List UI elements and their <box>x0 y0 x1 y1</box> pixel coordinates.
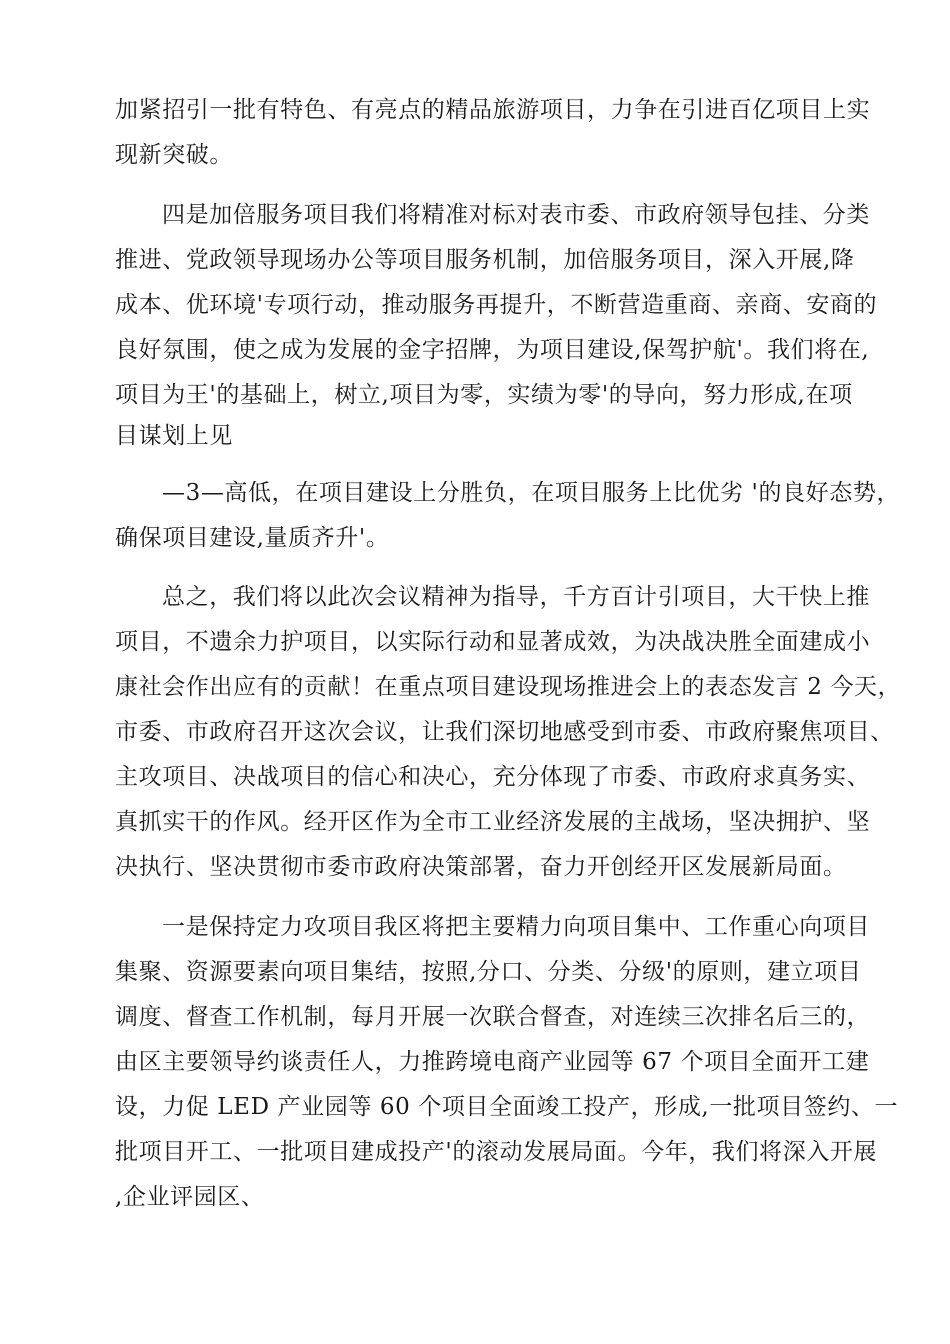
text-line: 总之，我们将以此次会议精神为指导，千方百计引项目，大干快上推 <box>162 584 870 610</box>
text-line: 一是保持定力攻项目我区将把主要精力向项目集中、工作重心向项目 <box>162 914 870 940</box>
text-line: 市委、市政府召开这次会议，让我们深切地感受到市委、市政府聚焦项目、 <box>115 719 894 745</box>
text-line: 由区主要领导约谈责任人，力推跨境电商产业园等 67 个项目全面开工建 <box>115 1049 870 1075</box>
text-line: ,企业评园区、 <box>115 1184 265 1210</box>
text-line: 良好氛围，使之成为发展的金字招牌，为项目建设,保驾护航'。我们将在, <box>115 337 870 363</box>
text-line: 主攻项目、决战项目的信心和决心，充分体现了市委、市政府求真务实、 <box>115 764 871 790</box>
text-line: 调度、督查工作机制，每月开展一次联合督查，对连续三次排名后三的， <box>115 1004 871 1030</box>
text-line: 确保项目建设,量质齐升'。 <box>115 525 390 551</box>
text-line: —3—高低，在项目建设上分胜负，在项目服务上比优劣 '的良好态势， <box>162 480 901 506</box>
text-line: 成本、优环境'专项行动，推动服务再提升，不断营造重商、亲商、安商的 <box>115 292 878 318</box>
text-line: 加紧招引一批有特色、有亮点的精品旅游项目，力争在引进百亿项目上实 <box>115 97 871 123</box>
text-line: 集聚、资源要素向项目集结，按照,分口、分类、分级'的原则，建立项目 <box>115 959 862 985</box>
text-line: 真抓实干的作风。经开区作为全市工业经济发展的主战场，坚决拥护、坚 <box>115 809 871 835</box>
text-line: 目谋划上见 <box>115 423 233 449</box>
text-line: 项目，不遗余力护项目，以实际行动和显著成效，为决战决胜全面建成小 <box>115 629 871 655</box>
text-line: 四是加倍服务项目我们将精准对标对表市委、市政府领导包挂、分类 <box>162 202 870 228</box>
text-line: 康社会作出应有的贡献！在重点项目建设现场推进会上的表态发言 2 今天， <box>115 674 902 700</box>
text-line: 决执行、坚决贯彻市委市政府决策部署，奋力开创经开区发展新局面。 <box>115 854 847 880</box>
text-line: 批项目开工、一批项目建成投产'的滚动发展局面。今年，我们将深入开展 <box>115 1139 878 1165</box>
text-line: 现新突破。 <box>115 142 233 168</box>
text-line: 设，力促 LED 产业园等 60 个项目全面竣工投产，形成,一批项目签约、一 <box>115 1094 899 1120</box>
text-line: 项目为王'的基础上，树立,项目为零，实绩为零'的导向，努力形成,在项 <box>115 382 853 408</box>
text-line: 推进、党政领导现场办公等项目服务机制，加倍服务项目，深入开展,降 <box>115 247 855 273</box>
